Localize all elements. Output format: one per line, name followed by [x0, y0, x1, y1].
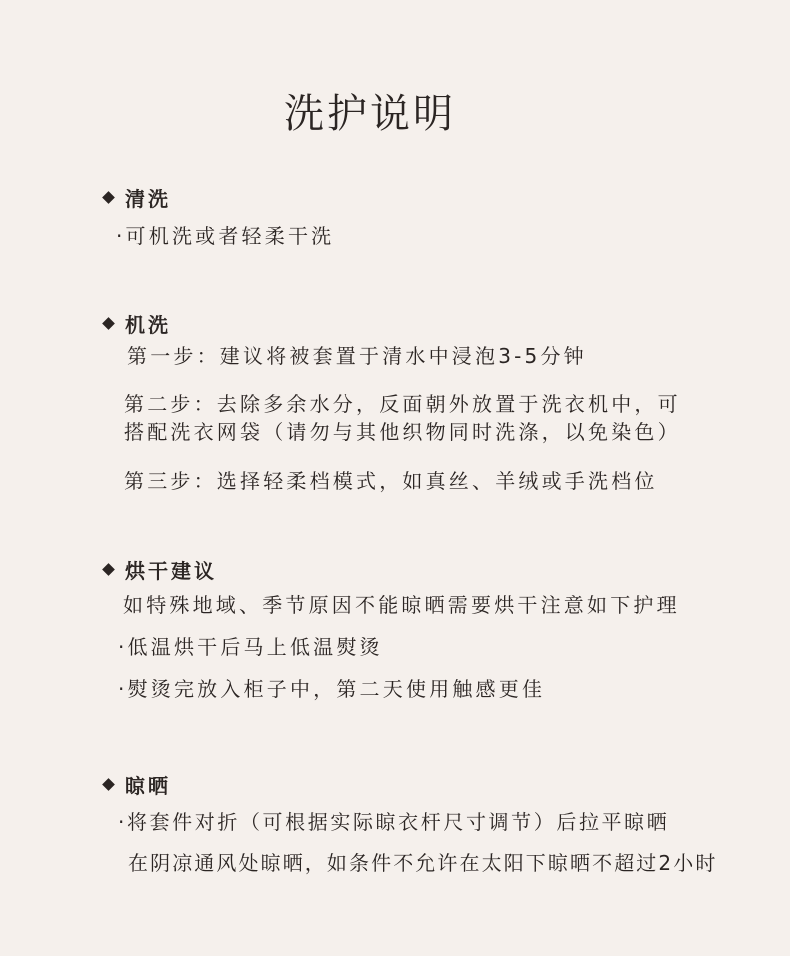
machine-step-2: 第二步：去除多余水分，反面朝外放置于洗衣机中，可 — [124, 392, 681, 416]
section-heading-label: 清洗 — [125, 187, 171, 211]
section-heading-dry — [104, 555, 217, 584]
diamond-bullet-icon — [102, 317, 115, 330]
wash-line: ·可机洗或者轻柔干洗 — [116, 224, 335, 248]
section-heading-air — [104, 770, 171, 799]
diamond-bullet-icon — [102, 191, 115, 204]
dry-line-intro: 如特殊地域、季节原因不能晾晒需要烘干注意如下护理 — [123, 593, 680, 617]
machine-step-2-cont: 搭配洗衣网袋（请勿与其他织物同时洗涤，以免染色） — [124, 420, 681, 444]
dry-line-1: ·低温烘干后马上低温熨烫 — [118, 635, 383, 659]
dry-line-2: ·熨烫完放入柜子中，第二天使用触感更佳 — [118, 677, 546, 701]
diamond-bullet-icon — [102, 778, 115, 791]
section-heading-machine — [104, 309, 171, 338]
section-heading-label: 烘干建议 — [125, 559, 217, 583]
machine-step-1: 第一步：建议将被套置于清水中浸泡3-5分钟 — [127, 344, 587, 368]
machine-step-3: 第三步：选择轻柔档模式，如真丝、羊绒或手洗档位 — [124, 469, 658, 493]
section-heading-label: 晾晒 — [125, 774, 171, 798]
air-line-2: 在阴凉通风处晾晒，如条件不允许在太阳下晾晒不超过2小时 — [128, 851, 718, 875]
diamond-bullet-icon — [102, 563, 115, 576]
air-line-1: ·将套件对折（可根据实际晾衣杆尺寸调节）后拉平晾晒 — [118, 810, 670, 834]
page-title: 洗护说明 — [284, 91, 456, 137]
section-heading-wash — [104, 183, 171, 212]
section-heading-label: 机洗 — [125, 313, 171, 337]
